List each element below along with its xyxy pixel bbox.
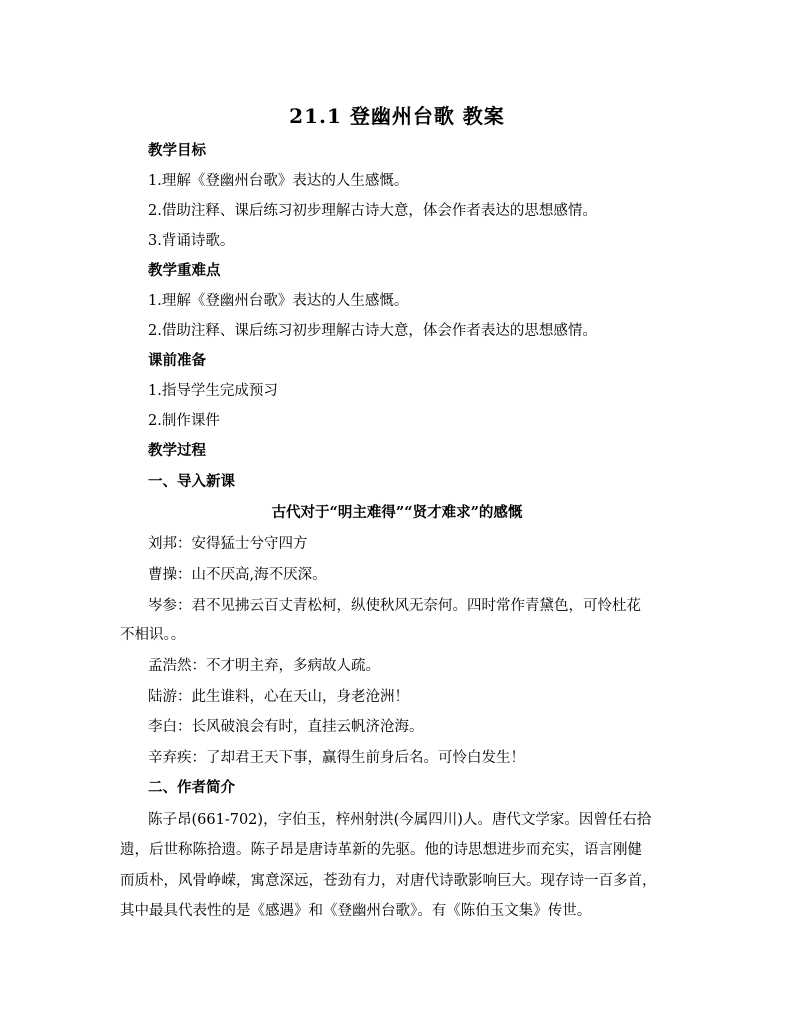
- quote-line: 陆游：此生谁料，心在天山，身老沧洲！: [148, 689, 409, 705]
- objective-item: 2.借助注释、课后练习初步理解古诗大意，体会作者表达的思想感情。: [148, 203, 597, 219]
- preparation-item: 2.制作课件: [148, 413, 220, 429]
- preparation-item: 1.指导学生完成预习: [148, 383, 278, 399]
- quote-line: 孟浩然：不才明主弃，多病故人疏。: [148, 658, 380, 674]
- section-heading-objectives: 教学目标: [148, 142, 206, 159]
- author-paragraph-line: 遗，后世称陈拾遗。陈子昂是唐诗革新的先驱。他的诗思想进步而充实，语言刚健: [120, 842, 642, 858]
- objective-item: 1.理解《登幽州台歌》表达的人生感慨。: [148, 173, 409, 189]
- key-point-item: 2.借助注释、课后练习初步理解古诗大意，体会作者表达的思想感情。: [148, 323, 597, 339]
- quote-line: 刘邦：安得猛士兮守四方: [148, 536, 308, 552]
- quote-line: 曹操：山不厌高,海不厌深。: [148, 567, 327, 583]
- intro-subtitle: 古代对于“明主难得”“贤才难求”的感慨: [271, 504, 523, 521]
- author-paragraph-line: 而质朴，风骨峥嵘，寓意深远，苍劲有力，对唐代诗歌影响巨大。现存诗一百多首，: [120, 873, 657, 889]
- quote-line: 岑参：君不见拂云百丈青松柯，纵使秋风无奈何。四时常作青黛色，可怜杜花: [148, 598, 641, 614]
- quote-line: 辛弃疾：了却君王天下事，赢得生前身后名。可怜白发生！: [148, 750, 525, 766]
- subsection-heading-author: 二、作者简介: [148, 779, 235, 796]
- section-heading-preparation: 课前准备: [148, 352, 206, 369]
- objective-item: 3.背诵诗歌。: [148, 233, 235, 249]
- quote-line: 李白：长风破浪会有时，直挂云帆济沧海。: [148, 719, 424, 735]
- author-paragraph-line: 陈子昂(661-702)，字伯玉，梓州射洪(今属四川)人。唐代文学家。因曾任右拾: [148, 812, 652, 828]
- document-title: 21.1 登幽州台歌 教案: [289, 104, 505, 128]
- section-heading-key-points: 教学重难点: [148, 262, 221, 279]
- subsection-heading-intro: 一、导入新课: [148, 473, 235, 490]
- author-paragraph-line: 其中最具代表性的是《感遇》和《登幽州台歌》。有《陈伯玉文集》传世。: [120, 903, 592, 919]
- key-point-item: 1.理解《登幽州台歌》表达的人生感慨。: [148, 293, 409, 309]
- section-heading-process: 教学过程: [148, 442, 206, 459]
- quote-line-continuation: 不相识。。: [120, 627, 186, 643]
